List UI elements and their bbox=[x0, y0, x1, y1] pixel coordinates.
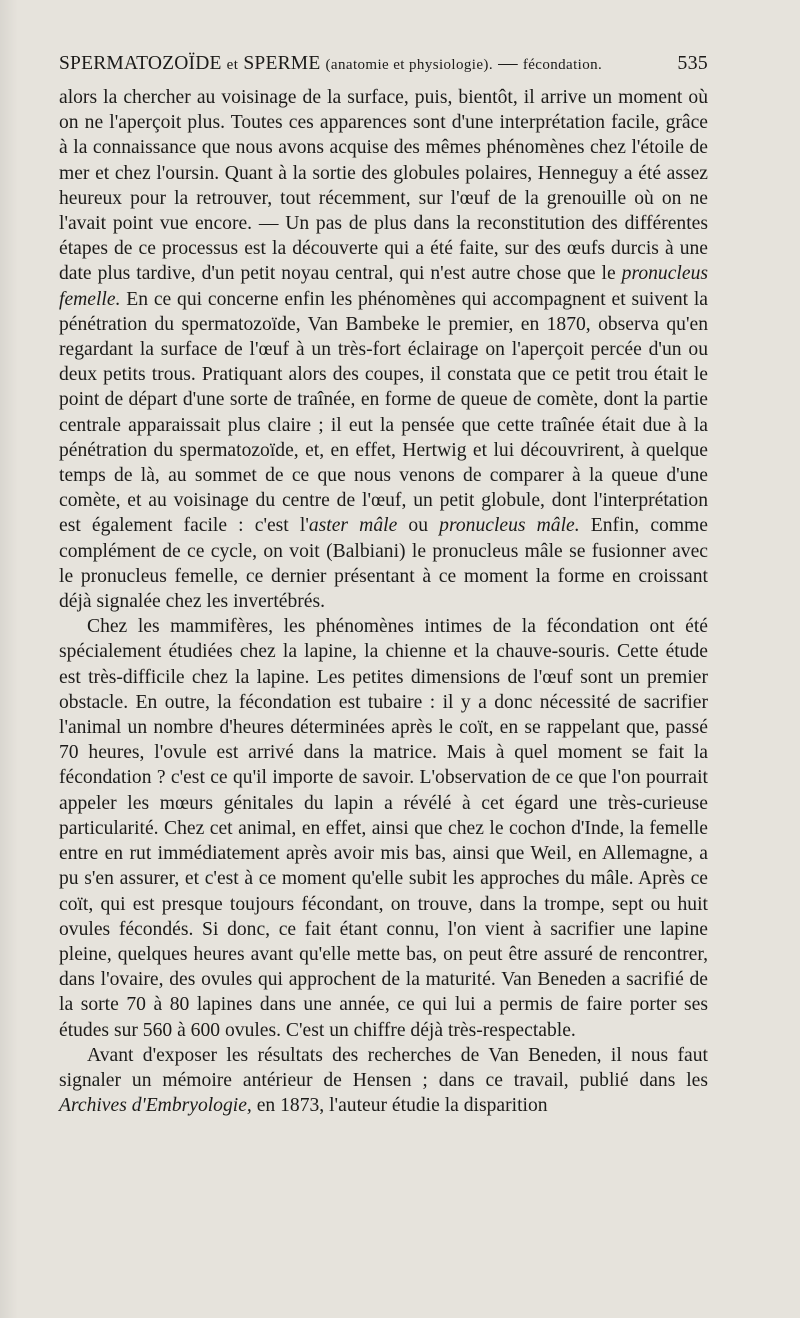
running-header bbox=[59, 50, 708, 78]
paragraph bbox=[59, 1043, 708, 1119]
header-title-second: SPERME bbox=[243, 53, 321, 74]
running-title bbox=[59, 51, 602, 78]
body-text bbox=[59, 85, 708, 1118]
header-title-main: SPERMATOZOÏDE bbox=[59, 53, 222, 74]
text-run: alors la chercher au voisinage de la surface, puis, bientôt, il arrive un moment où on ne l'aperçoit plus. Toutes ces apparences sont d'une interprétation facile, grâce à la connaissance que nous avons acquise des mêmes phénomènes chez l'étoile de mer et chez l'oursin. Quant à la sortie des globules polaires, Henneguy a été assez heureux pour la retrouver, tout récemment, sur l'œuf de la grenouille où on ne l'avait point vue encore. — Un pas de plus dans la reconstitution des différentes étapes de ce processus est la découverte qui a été faite, sur des œufs durcis à une date plus tardive, d'un petit noyau central, qui n'est autre chose que le bbox=[59, 87, 708, 285]
text-run: Enfin, comme complément de ce cycle, on voit (Balbiani) le pronucleus mâle se fusionner avec le pronucleus femelle, ce dernier présentant à ce moment la forme en croissant déjà signalée chez les invertébrés. bbox=[59, 515, 708, 613]
italic-text: aster mâle bbox=[308, 515, 398, 537]
italic-text: Archives d'Embryologie, bbox=[59, 1095, 252, 1117]
text-run: Avant d'exposer les résultats des recherches de Van Beneden, il nous faut signaler un mémoire antérieur de Hensen ; dans ce travail, publié dans les bbox=[59, 1044, 708, 1091]
page-number: 535 bbox=[677, 52, 708, 74]
text-run: ou bbox=[397, 515, 440, 537]
italic-text: pronucleus mâle. bbox=[439, 515, 580, 537]
paragraph bbox=[59, 614, 708, 1042]
text-run: en 1873, l'auteur étudie la disparition bbox=[251, 1095, 548, 1117]
header-dash: — bbox=[498, 53, 518, 74]
header-title-paren: (anatomie et physiologie). bbox=[325, 57, 493, 73]
paragraph bbox=[59, 85, 708, 614]
header-section: fécondation. bbox=[522, 57, 603, 73]
text-run: En ce qui concerne enfin les phénomènes qui accompagnent et suivent la pénétration du spermatozoïde, Van Bambeke le premier, en 1870, observa qu'en regardant la surface de l'œuf à un très-fort éclairage on l'aperçoit percée d'un ou deux petits trous. Pratiquant alors des coupes, il constata que ce petit trou était le point de départ d'une sorte de traînée, en forme de queue de comète, dont la partie centrale apparaissait plus claire ; il eut la pensée que cette traînée était due à la pénétration du spermatozoïde, et, en effet, Hertwig et lui découvrirent, à quelque temps de là, au sommet de ce que nous venons de comparer à la queue d'une comète, et au voisinage du centre de l'œuf, un petit globule, dont l'interprétation est également facile : c'est l' bbox=[59, 288, 708, 537]
italic-text: pronucleus femelle. bbox=[59, 263, 708, 310]
header-title-conj: et bbox=[226, 57, 239, 73]
text-run: Chez les mammifères, les phénomènes intimes de la fécondation ont été spécialement étudiées chez la lapine, la chienne et la chauve-souris. Cette étude est très-difficile chez la lapine. Les petites dimensions de l'œuf sont un premier obstacle. En outre, la fécondation est tubaire : il y a donc nécessité de sacrifier l'animal un nombre d'heures déterminées après le coït, en se rappelant que, passé 70 heures, l'ovule est arrivé dans la matrice. Mais à quel moment se fait la fécondation ? c'est ce qu'il importe de savoir. L'observation de ce que l'on pourrait appeler les mœurs génitales du lapin a révélé à cet égard une très-curieuse particularité. Chez cet animal, en effet, ainsi que chez le cochon d'Inde, la femelle entre en rut immédiatement après avoir mis bas, ainsi que Weil, en Allemagne, a pu s'en assurer, et c'est à ce moment qu'elle subit les approches du mâle. Après ce coït, qui est presque toujours fécondant, on trouve, dans la trompe, sept ou huit ovules fécondés. Si donc, ce fait étant connu, l'on vient à sacrifier une lapine pleine, quelques heures avant qu'elle mette bas, on peut être assuré de rencontrer, dans l'ovaire, des ovules qui approchent de la maturité. Van Beneden a sacrifié de la sorte 70 à 80 lapines dans une année, ce qui lui a permis de faire porter ses études sur 560 à 600 ovules. C'est un chiffre déjà très-respectable. bbox=[59, 616, 708, 1041]
